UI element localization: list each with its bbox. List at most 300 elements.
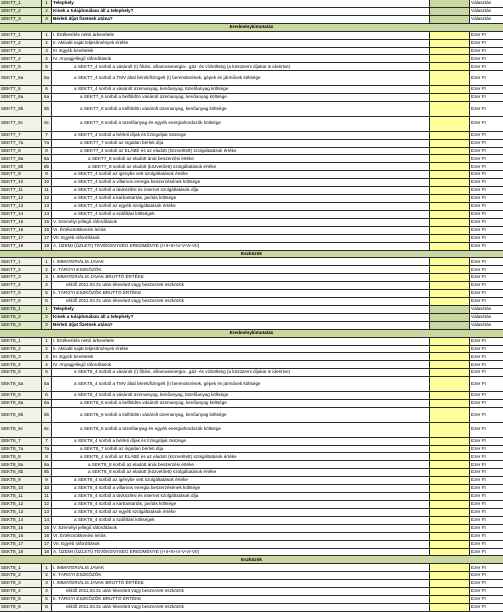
row-number: 3 [42,48,52,55]
row-code: SEKT8_5 [0,369,42,376]
row-unit: Választás [471,8,491,14]
row-unit: Ezer Ft [471,55,486,61]
row-unit: Ezer Ft [471,509,486,515]
value-input[interactable] [430,63,470,70]
value-input[interactable] [430,71,470,85]
row-unit: Ezer Ft [471,211,486,217]
row-number: 3 [42,16,52,23]
row-number: 10 [42,485,52,492]
row-code: SEKT8_17 [0,541,42,548]
row-description: a SEKT8_4 sorból az igénybe vett szolgáltatások értéke [52,477,430,484]
value-input[interactable] [430,596,470,603]
form-row [0,227,503,235]
value-input[interactable] [430,132,470,139]
row-code: SEKT8_12 [0,501,42,508]
row-number: 7 [42,132,52,139]
row-description: a SEKT7_4 sorból a távközlési és internet szolgáltatások díja [52,187,430,194]
value-input[interactable] [430,501,470,508]
row-number: 9 [42,171,52,178]
row-number: 2 [42,314,52,321]
row-code: SEKT7_11 [0,187,42,194]
row-number: 6b [42,102,52,116]
value-input[interactable] [430,290,470,297]
row-number: 8b [42,469,52,476]
row-number: 6a [42,400,52,407]
value-input[interactable] [430,604,470,611]
form-row [0,423,503,438]
row-number: 4 [42,282,52,289]
row-unit: Ezer Ft [471,94,486,100]
row-description: a SEKT7_4 sorból az igénybe vett szolgáltatások értéke [52,171,430,178]
row-description: II. Aktivált saját teljesítmények értéke [52,40,430,47]
value-input[interactable] [430,408,470,422]
row-unit: Ezer Ft [471,588,486,594]
value-input[interactable] [430,338,470,345]
section-header-label: Eszközök [241,556,262,562]
row-description: a SEKT7_4 sorból a villamos energia beszerzésének költsége [52,179,430,186]
row-description: a SEKT8_4 sorból a villamos energia beszerzésének költsége [52,485,430,492]
value-input[interactable] [430,266,470,273]
row-number: 10 [42,179,52,186]
row-unit: Ezer Ft [471,604,486,610]
row-code: SEKT8_16 [0,533,42,540]
row-unit: Ezer Ft [471,274,486,280]
row-number: 2 [42,346,52,353]
row-description: a SEKT7_6 sorból a belföldön vásárolt üzemanyag, kenőanyag költsége [52,94,430,101]
value-input[interactable] [430,361,470,368]
form-row [0,525,503,533]
row-code: SEKT7_6b [0,102,42,116]
row-code: SEKT7_8b [0,163,42,170]
form-row [0,541,503,549]
row-number: 2 [42,40,52,47]
row-number: 14 [42,211,52,218]
row-code: SEKT8_2 [0,314,42,321]
row-description: a SEKT8_4 sorból az ELÁBÉ és az eladott (közvetített) szolgáltatások értéke [52,453,430,460]
row-unit: Ezer Ft [471,163,486,169]
row-unit: Ezer Ft [471,548,486,554]
value-input[interactable] [430,155,470,162]
row-number: 8a [42,461,52,468]
choice-select[interactable] [430,16,470,23]
form-row [0,187,503,195]
row-number: 18 [42,243,52,250]
row-number: 6c [42,117,52,131]
row-unit: Ezer Ft [471,266,486,272]
form-row [0,580,503,588]
value-input[interactable] [430,423,470,437]
value-input[interactable] [430,211,470,218]
row-number: 15 [42,525,52,532]
value-input[interactable] [430,353,470,360]
row-code: SEKT7_13 [0,203,42,210]
row-number: 6a [42,94,52,101]
value-input[interactable] [430,187,470,194]
row-unit: Ezer Ft [471,74,486,80]
form-row [0,533,503,541]
row-description: Bérleti díjat fizetnek utána? [52,16,430,23]
form-row [0,596,503,604]
row-code: SEKT7_5a [0,71,42,85]
row-code: SEKT8_3 [0,322,42,329]
form-row [0,235,503,243]
row-unit: Ezer Ft [471,31,486,37]
row-code: SEKT7_6c [0,117,42,131]
row-description: II. TÁRGYI ESZKÖZÖK BRUTTÓ ÉRTÉKE [52,596,430,603]
value-input[interactable] [430,195,470,202]
row-unit: Ezer Ft [471,234,486,240]
row-unit: Ezer Ft [471,400,486,406]
row-unit: Ezer Ft [471,120,486,126]
row-code: SEKT7_7a [0,140,42,147]
value-input[interactable] [430,179,470,186]
value-input[interactable] [430,203,470,210]
value-input[interactable] [430,477,470,484]
row-description: VII. Egyéb ráfordítások [52,235,430,242]
row-number: 6b [42,408,52,422]
form-row [0,117,503,132]
row-unit: Ezer Ft [471,290,486,296]
row-code: SEKT7_4 [0,55,42,62]
row-code: SEKT7_8a [0,155,42,162]
choice-select[interactable] [430,322,470,329]
value-input[interactable] [430,171,470,178]
choice-select[interactable] [430,306,470,313]
row-number: 6 [42,298,52,305]
value-input[interactable] [430,461,470,468]
value-input[interactable] [430,493,470,500]
row-unit: Ezer Ft [471,187,486,193]
row-unit: Ezer Ft [471,195,486,201]
row-unit: Ezer Ft [471,218,486,224]
row-number: 13 [42,509,52,516]
form-row [0,477,503,485]
value-input[interactable] [430,469,470,476]
row-code: SEKT7_5 [0,63,42,70]
section-header [0,251,503,259]
row-code: SEKT7_6 [0,298,42,305]
form-row [0,392,503,400]
section-header-label: Eredménykimutatás [229,329,274,335]
value-input[interactable] [430,549,470,556]
row-number: 15 [42,219,52,226]
row-number: 5a [42,377,52,391]
form-row [0,155,503,163]
row-code: SEKT7_10 [0,179,42,186]
row-unit: Ezer Ft [471,155,486,161]
row-description: III. Egyéb bevételek [52,48,430,55]
form-row [0,203,503,211]
form-row [0,588,503,596]
row-number: 6 [42,86,52,93]
row-unit: Ezer Ft [471,524,486,530]
row-unit: Ezer Ft [471,86,486,92]
value-input[interactable] [430,55,470,62]
row-number: 8 [42,148,52,155]
row-code: SEKT7_2 [0,266,42,273]
row-code: SEKT8_7 [0,438,42,445]
value-input[interactable] [430,227,470,234]
row-code: SEKT8_14 [0,517,42,524]
row-code: SEKT8_8a [0,461,42,468]
row-unit: Ezer Ft [471,572,486,578]
row-number: 3 [42,353,52,360]
value-input[interactable] [430,377,470,391]
row-description: a SEKT8_8 sorból az eladott (közvetített) szolgáltatások értéke [52,469,430,476]
value-input[interactable] [430,243,470,250]
row-code: SEKT7_6a [0,94,42,101]
form-row [0,258,503,266]
form-row [0,377,503,392]
value-input[interactable] [430,282,470,289]
row-description: V. Személyi jellegű ráfordítások [52,219,430,226]
form-row [0,282,503,290]
section-header-label: Eszközök [241,250,262,256]
row-code: SEKT7_12 [0,195,42,202]
value-input[interactable] [430,140,470,147]
row-number: 13 [42,203,52,210]
form-row [0,408,503,423]
value-input[interactable] [430,163,470,170]
row-unit: Ezer Ft [471,39,486,45]
row-unit: Választás [471,314,491,320]
row-unit: Ezer Ft [471,345,486,351]
row-number: 5 [42,369,52,376]
row-description: a SEKT8_4 sorból az egyéb szolgáltatások értéke [52,509,430,516]
row-number: 6c [42,423,52,437]
form-row [0,446,503,454]
value-input[interactable] [430,369,470,376]
value-input[interactable] [430,94,470,101]
row-code: SEKT7_3 [0,274,42,281]
value-input[interactable] [430,346,470,353]
row-unit: Választás [471,306,491,312]
row-description: ebből 2011.03.31 után létesített vagy beszerzett eszközök [52,282,430,289]
row-description: Telephely [52,0,430,7]
form-row [0,290,503,298]
row-description: a SEKT7_7 sorból az ingatlan bérleti díja [52,140,430,147]
row-code: SEKT8_4 [0,588,42,595]
row-number: 4 [42,588,52,595]
row-code: SEKT8_15 [0,525,42,532]
row-code: SEKT7_2 [0,8,42,15]
section-header [0,24,503,32]
row-description: I. IMMATERIÁLIS JAVAK [52,258,430,265]
form-row [0,400,503,408]
row-description: A. ÜZEMI (ÜZLETI) TEVÉKENYSÉG EREDMÉNYE (I+II+III-IV-V-VI-VII) [52,549,430,556]
row-description: Telephely [52,306,430,313]
row-description: ebből 2011.03.31 után létesített vagy beszerzett eszközök [52,588,430,595]
row-code: SEKT8_6a [0,400,42,407]
row-code: SEKT8_10 [0,485,42,492]
row-description: Kinek a tulajdonában áll a telephely? [52,8,430,15]
form-row [0,353,503,361]
value-input[interactable] [430,572,470,579]
value-input[interactable] [430,400,470,407]
row-unit: Ezer Ft [471,580,486,586]
row-unit: Ezer Ft [471,437,486,443]
row-unit: Ezer Ft [471,258,486,264]
row-description: a SEKT8_6 sorból a külföldön vásárolt üzemanyag, kenőanyag költsége [52,408,430,422]
value-input[interactable] [430,588,470,595]
form-row [0,453,503,461]
form-row [0,338,503,346]
row-code: SEKT8_6b [0,408,42,422]
row-code: SEKT8_8b [0,469,42,476]
row-number: 16 [42,227,52,234]
value-input[interactable] [430,392,470,399]
row-description: a SEKT8_4 sorból a vásárolt (!) fűtési, villamosenergia-, gáz- és vízköltség (a közüzemi díjakat is ideértve) [52,369,430,376]
value-input[interactable] [430,258,470,265]
row-number: 4 [42,361,52,368]
row-code: SEKT8_5 [0,596,42,603]
row-description: a SEKT7_6 sorból a külföldön vásárolt üzemanyag, kenőanyag költsége [52,102,430,116]
row-description: VII. Egyéb ráfordítások [52,541,430,548]
value-input[interactable] [430,525,470,532]
row-code: SEKT7_14 [0,211,42,218]
value-input[interactable] [430,219,470,226]
row-number: 7a [42,446,52,453]
row-unit: Ezer Ft [471,426,486,432]
form-row [0,314,503,322]
row-unit: Ezer Ft [471,501,486,507]
row-number: 2 [42,572,52,579]
section-header [0,330,503,338]
row-number: 5 [42,63,52,70]
choice-select[interactable] [430,0,470,7]
value-input[interactable] [430,517,470,524]
row-unit: Ezer Ft [471,179,486,185]
row-description: II. TÁRGYI ESZKÖZÖK BRUTTÓ ÉRTÉKE [52,290,430,297]
form-row [0,298,503,306]
value-input[interactable] [430,564,470,571]
row-number: 1 [42,564,52,571]
value-input[interactable] [430,509,470,516]
value-input[interactable] [430,446,470,453]
row-code: SEKT8_6 [0,392,42,399]
row-number: 4 [42,55,52,62]
row-description: a SEKT7_4 sorból a bérleti díjak és lízingdíjak összege [52,132,430,139]
value-input[interactable] [430,40,470,47]
row-number: 6 [42,604,52,611]
row-unit: Ezer Ft [471,485,486,491]
row-unit: Ezer Ft [471,353,486,359]
form-row [0,369,503,377]
form-row [0,485,503,493]
row-number: 2 [42,8,52,15]
form-row [0,16,503,24]
choice-select[interactable] [430,314,470,321]
value-input[interactable] [430,453,470,460]
row-code: SEKT8_2 [0,572,42,579]
row-unit: Ezer Ft [471,139,486,145]
form-row [0,211,503,219]
row-number: 17 [42,235,52,242]
row-number: 1 [42,338,52,345]
form-row [0,55,503,63]
row-number: 8b [42,163,52,170]
row-unit: Ezer Ft [471,282,486,288]
row-description: Bérleti díjat fizetnek utána? [52,322,430,329]
row-code: SEKT7_16 [0,227,42,234]
form-row [0,549,503,557]
value-input[interactable] [430,533,470,540]
form-row [0,243,503,251]
value-input[interactable] [430,86,470,93]
form-row [0,8,503,16]
row-description: Kinek a tulajdonában áll a telephely? [52,314,430,321]
form-row [0,94,503,102]
row-unit: Ezer Ft [471,380,486,386]
row-unit: Ezer Ft [471,203,486,209]
row-unit: Ezer Ft [471,453,486,459]
value-input[interactable] [430,102,470,116]
value-input[interactable] [430,148,470,155]
value-input[interactable] [430,541,470,548]
row-unit: Választás [471,321,491,327]
row-code: SEKT7_1 [0,258,42,265]
row-code: SEKT7_2 [0,40,42,47]
form-row [0,63,503,71]
value-input[interactable] [430,298,470,305]
row-description: a SEKT7_4 sorból az ELÁBÉ és az eladott (közvetített) szolgáltatások értéke [52,148,430,155]
row-number: 1 [42,258,52,265]
row-unit: Ezer Ft [471,532,486,538]
row-number: 17 [42,541,52,548]
row-description: a SEKT7_4 sorból a karbantartás, javítás költsége [52,195,430,202]
row-unit: Ezer Ft [471,337,486,343]
row-description: a SEKT7_4 sorból a vásárolt (!) fűtési, villamosenergia-, gáz- és vízköltség (a közüzemi díjakat is ideértve) [52,63,430,70]
row-unit: Ezer Ft [471,147,486,153]
row-code: SEKT8_6 [0,604,42,611]
row-number: 5 [42,290,52,297]
value-input[interactable] [430,117,470,131]
value-input[interactable] [430,32,470,39]
form-row [0,219,503,227]
row-code: SEKT7_1 [0,32,42,39]
row-number: 5a [42,71,52,85]
value-input[interactable] [430,235,470,242]
row-unit: Ezer Ft [471,242,486,248]
row-description: a SEKT7_4 sorból a TMV által bérelt/lízingelt (!) berendezések, gépek és járművek költsége [52,71,430,85]
row-unit: Ezer Ft [471,392,486,398]
form-row [0,509,503,517]
row-description: ebből 2011.03.31 után létesített vagy beszerzett eszközök [52,298,430,305]
value-input[interactable] [430,485,470,492]
form-row [0,274,503,282]
row-code: SEKT8_4 [0,361,42,368]
form-row [0,32,503,40]
form-row [0,517,503,525]
row-code: SEKT7_4 [0,282,42,289]
value-input[interactable] [430,274,470,281]
value-input[interactable] [430,438,470,445]
choice-select[interactable] [430,8,470,15]
row-description: a SEKT8_4 sorból a bérleti díjak és lízingdíjak összege [52,438,430,445]
row-unit: Választás [471,0,491,6]
row-description: I. Értékesítés nettó árbevétele [52,32,430,39]
row-number: 8a [42,155,52,162]
row-description: II. Aktivált saját teljesítmények értéke [52,346,430,353]
row-code: SEKT7_18 [0,243,42,250]
row-description: a SEKT8_4 sorból a vásárolt üzemanyag, kenőanyag, tüzelőanyag költsége [52,392,430,399]
row-code: SEKT8_5a [0,377,42,391]
row-description: V. Személyi jellegű ráfordítások [52,525,430,532]
row-unit: Ezer Ft [471,461,486,467]
value-input[interactable] [430,48,470,55]
value-input[interactable] [430,580,470,587]
row-description: I. IMMATERIÁLIS JAVAK BRUTTÓ ÉRTÉKE [52,580,430,587]
